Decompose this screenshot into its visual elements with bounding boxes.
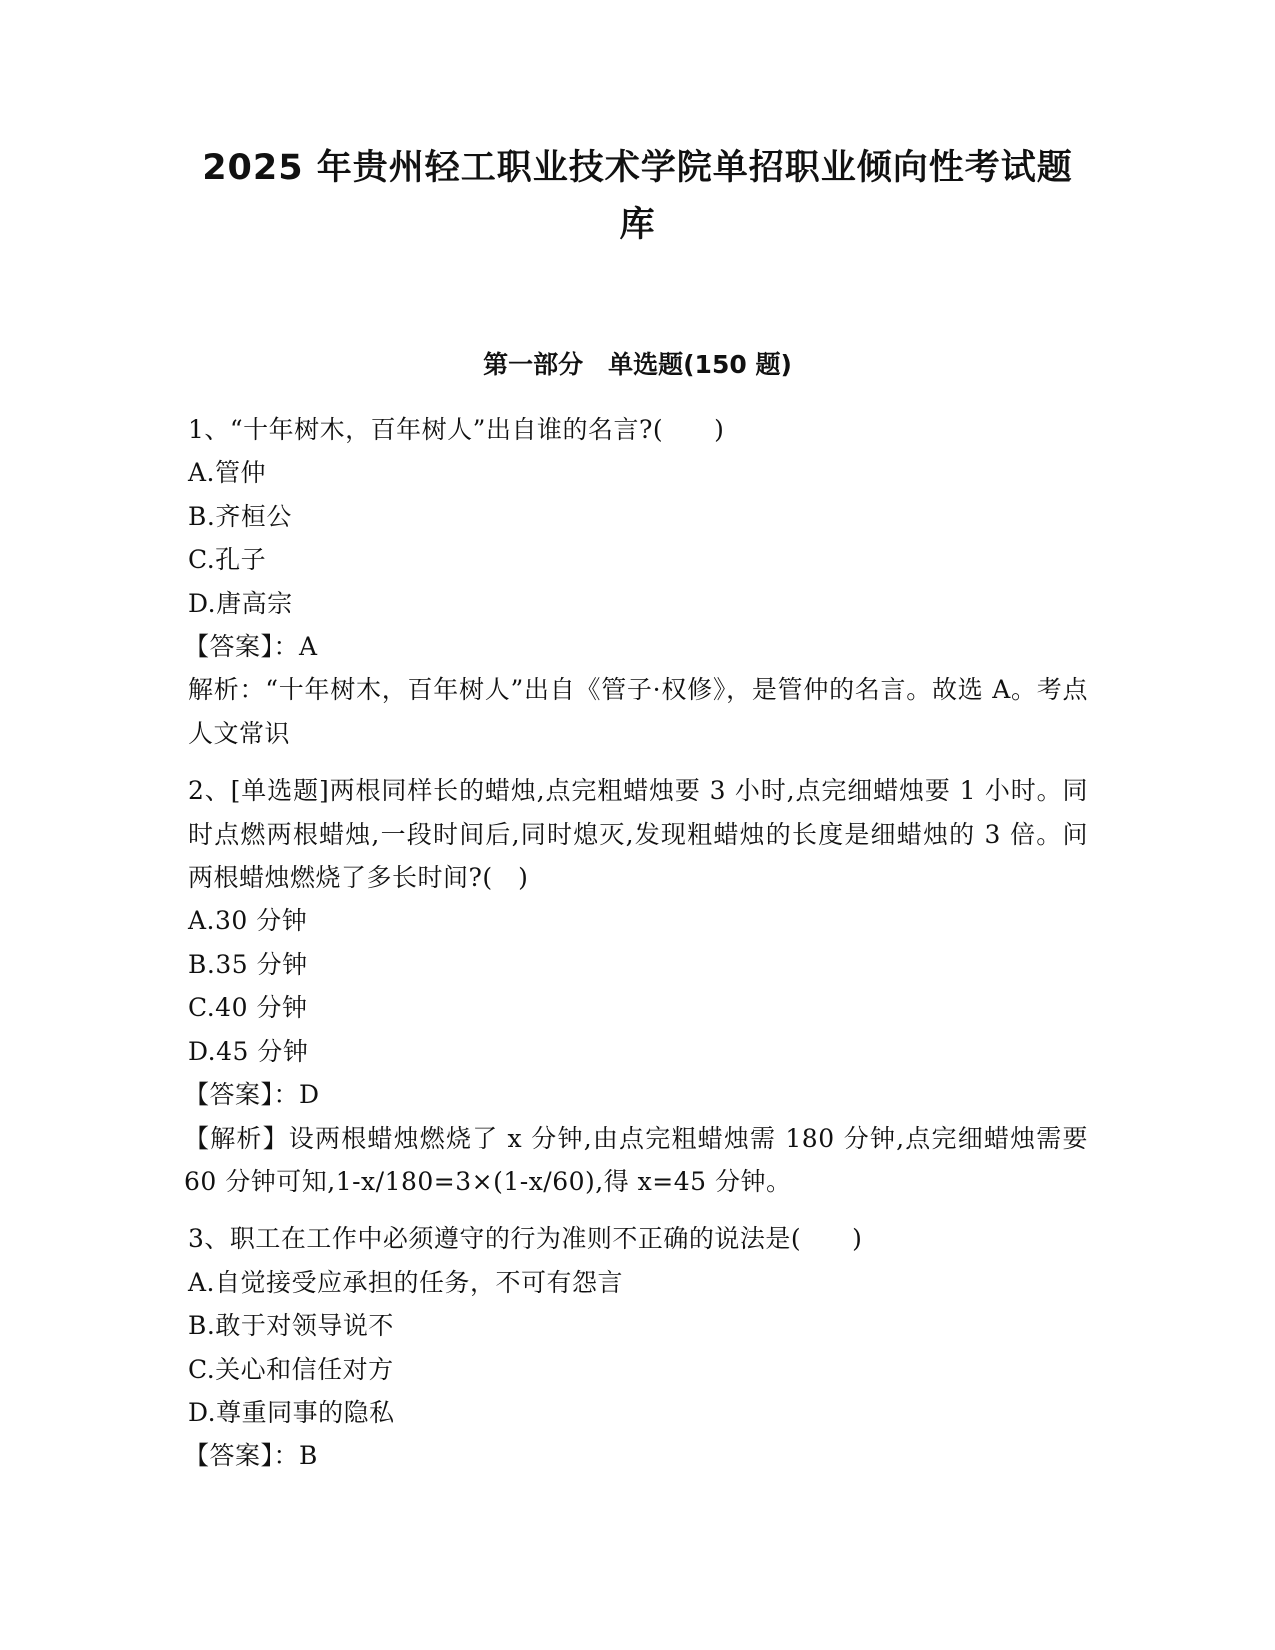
document-title-line-1: 2025 年贵州轻工职业技术学院单招职业倾向性考试题 [202, 148, 1073, 188]
question-3 [184, 1217, 1088, 1477]
question-2-option-a: A.30 分钟 [188, 906, 308, 936]
question-1-answer: 【答案】：A [184, 632, 318, 662]
document-title-line-2: 库 [619, 205, 656, 245]
question-1-analysis: 解析：“十年树木，百年树人”出自《管子·权修》，是管仲的名言。故选 A。考点人文常识 [188, 675, 1088, 748]
question-2-option-d: D.45 分钟 [188, 1036, 309, 1066]
question-2-stem: 2、[单选题]两根同样长的蜡烛,点完粗蜡烛要 3 小时,点完细蜡烛要 1 小时。同时点燃两根蜡烛,一段时间后,同时熄灭,发现粗蜡烛的长度是细蜡烛的 3 倍。问两根蜡烛燃烧了多长时间?( ) [188, 776, 1088, 893]
question-2 [184, 769, 1097, 1203]
question-3-answer: 【答案】：B [184, 1441, 318, 1471]
question-3-stem: 3、职工在工作中必须遵守的行为准则不正确的说法是( ) [188, 1224, 863, 1254]
question-1-option-d: D.唐高宗 [188, 588, 293, 618]
question-1 [184, 408, 1088, 755]
question-1-option-b: B.齐桓公 [188, 501, 292, 531]
question-list [184, 408, 1097, 1492]
question-2-answer: 【答案】：D [184, 1080, 320, 1110]
question-2-option-c: C.40 分钟 [188, 993, 308, 1023]
question-3-option-b: B.敢于对领导说不 [188, 1311, 394, 1341]
question-2-option-b: B.35 分钟 [188, 949, 308, 979]
section-title: 第一部分 单选题(150 题) [483, 350, 792, 379]
document-title [180, 140, 1095, 254]
question-1-option-a: A.管仲 [188, 458, 267, 488]
question-3-option-d: D.尊重同事的隐私 [188, 1397, 395, 1427]
question-2-analysis: 【解析】设两根蜡烛燃烧了 x 分钟,由点完粗蜡烛需 180 分钟,点完细蜡烛需要 60 分钟可知,1-x/180=3×(1-x/60),得 x=45 分钟。 [184, 1123, 1097, 1196]
question-3-option-c: C.关心和信任对方 [188, 1354, 394, 1384]
question-1-option-c: C.孔子 [188, 545, 267, 575]
question-3-option-a: A.自觉接受应承担的任务，不可有怨言 [188, 1267, 624, 1297]
question-1-stem: 1、“十年树木，百年树人”出自谁的名言?( ) [188, 415, 725, 444]
